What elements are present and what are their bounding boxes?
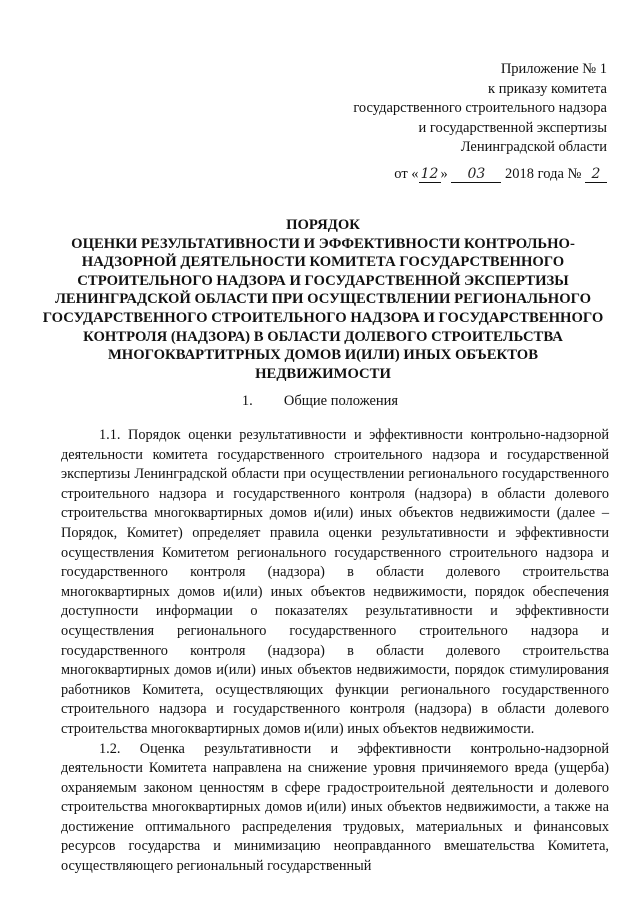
handwritten-day: 12	[419, 167, 441, 183]
appendix-line: к приказу комитета	[488, 80, 607, 97]
handwritten-order-number: 2	[585, 167, 607, 183]
section-heading	[0, 392, 640, 410]
appendix-header	[353, 60, 607, 158]
date-quote-close: »	[440, 166, 448, 182]
section-number: 1.	[241, 393, 253, 409]
appendix-line: Приложение № 1	[500, 61, 607, 77]
paragraph: 1.2. Оценка результативности и эффективности контрольно-надзорной деятельности Комитета направлена на снижение уровня причиняемого вреда (ущерба) охраняемым законом ценностям в сфере градостроительной деятельности и долевого строительства многоквартирных домов и(или) иных объектов недвижимости, а также на достижение оптимального распределения трудовых, материальных и финансовых ресурсов государства и минимизацию неоправданного вмешательства Комитета, осуществляющего региональный государственный	[61, 740, 609, 875]
section-title: Общие положения	[283, 393, 399, 409]
title-heading: ПОРЯДОК	[286, 217, 360, 233]
date-year: 2018 года №	[505, 166, 582, 182]
title-text: ОЦЕНКИ РЕЗУЛЬТАТИВНОСТИ И ЭФФЕКТИВНОСТИ КОНТРОЛЬНО-НАДЗОРНОЙ ДЕЯТЕЛЬНОСТИ КОМИТЕТА ГОСУДАРСТВЕННОГО СТРОИТЕЛЬНОГО НАДЗОРА И ГОСУДАРСТВЕННОЙ ЭКСПЕРТИЗЫ ЛЕНИНГРАДСКОЙ ОБЛАСТИ ПРИ ОСУЩЕСТВЛЕНИИ РЕГИОНАЛЬНОГО ГОСУДАРСТВЕННОГО СТРОИТЕЛЬНОГО НАДЗОРА И ГОСУДАРСТВЕННОГО КОНТРОЛЯ (НАДЗОРА) В ОБЛАСТИ ДОЛЕВОГО СТРОИТЕЛЬСТВА МНОГОКВАРТИТРНЫХ ДОМОВ И(ИЛИ) ИНЫХ ОБЪЕКТОВ НЕДВИЖИМОСТИ	[42, 235, 604, 382]
appendix-line: и государственной экспертизы	[418, 119, 607, 136]
paragraph: 1.1. Порядок оценки результативности и эффективности контрольно-надзорной деятельности комитета государственного строительного надзора и государственной экспертизы Ленинградской области при осуществлении регионального государственного строительного надзора и государственного контроля (надзора) в области долевого строительства многоквартирных домов и(или) иных объектов недвижимости (далее – Порядок, Комитет) определяет правила оценки результативности и эффективности осуществления Комитетом регионального государственного строительного надзора и государственного контроля (надзора) в области долевого строительства многоквартирных домов и(или) иных объектов недвижимости, порядок обеспечения доступности информации о показателях результативности и эффективности осуществления регионального государственного строительного надзора и государственного контроля (надзора) в области долевого строительства многоквартирных домов и(или) иных объектов недвижимости, порядок стимулирования работников Комитета, осуществляющих функции регионального государственного строительного надзора и государственного контроля (надзора) в области долевого строительства многоквартирных домов и(или) иных объектов недвижимости.	[61, 427, 609, 737]
order-date-line	[394, 165, 607, 184]
date-prefix: от «	[394, 166, 419, 182]
appendix-line: государственного строительного надзора	[353, 100, 607, 116]
handwritten-month: 03	[451, 167, 501, 183]
appendix-line: Ленинградской области	[460, 139, 607, 155]
body-text	[61, 426, 609, 877]
document-title	[40, 216, 606, 383]
